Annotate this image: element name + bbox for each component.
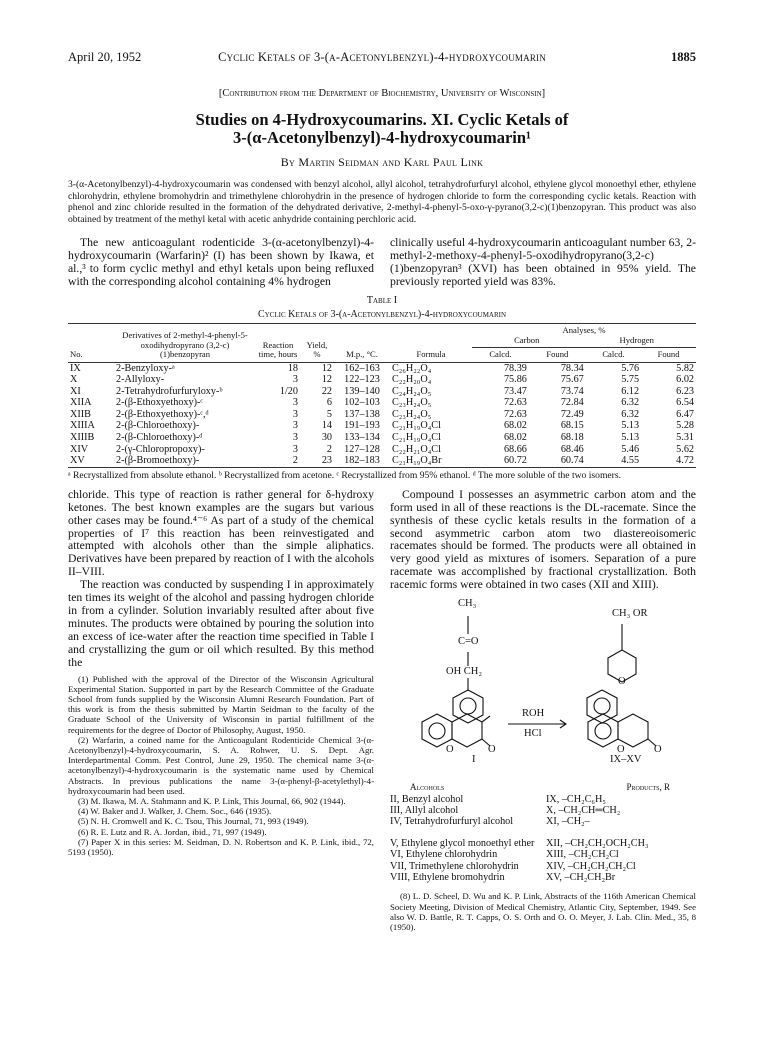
- table-row: [68, 386, 696, 398]
- legend-rows-bottom: [390, 838, 696, 884]
- legend-product: XV, –CH₂CH₂Br: [546, 871, 616, 883]
- cell-formula: C₂₃H₂₄O₅: [392, 397, 432, 409]
- cell-yield: 22: [321, 385, 332, 397]
- ketal-table: [68, 323, 696, 468]
- table-row: [68, 420, 696, 432]
- cell-h-found: 5.28: [676, 420, 694, 432]
- cell-derivative: 2-Benzyloxy-ᵃ: [116, 362, 175, 374]
- legend-header: [390, 782, 696, 793]
- cell-formula: C₂₂H₂₁O₄Cl: [392, 443, 441, 455]
- bond-oh: [482, 716, 490, 722]
- legend-alcohol: IV, Tetrahydrofurfuryl alcohol: [390, 816, 514, 828]
- cell-yield: 30: [321, 432, 332, 444]
- cell-mp: 137–138: [344, 408, 380, 420]
- benzo-ring-i: [422, 714, 452, 747]
- cell-h-calcd: 5.13: [621, 420, 640, 432]
- th-element-group: [474, 336, 694, 346]
- cell-c-calcd: 75.86: [503, 374, 527, 386]
- th-analyses: [472, 324, 696, 348]
- cell-time: 3: [292, 397, 298, 409]
- benzo-ring-p: [588, 714, 618, 747]
- cell-derivative: 2-(β-Chloroethoxy)-: [116, 420, 200, 432]
- table-row: [68, 397, 696, 409]
- cell-no: IX: [70, 362, 81, 374]
- cell-h-found: 6.54: [676, 397, 694, 409]
- cell-mp: 122–123: [344, 374, 380, 386]
- cell-yield: 5: [326, 408, 332, 420]
- footnotes: [68, 674, 374, 858]
- th-h-found: Found: [641, 348, 696, 363]
- footnote-1: (1) Published with the approval of the Director of the Wisconsin Agricultural Experimental Station. Supported in part by the Research Committee of the Graduate School from funds supplied by the Wisconsin Alumni Research Foundation. Part of this work is from the thesis submitted by Martin Seidman to the faculty of the Graduate School of the University of Wisconsin in partial fulfillment of the requirements for the degree of Doctor of Philosophy, August, 1950.: [68, 673, 374, 735]
- cell-c-calcd: 78.39: [503, 362, 527, 374]
- table-body: [68, 362, 696, 467]
- legend-row: [390, 794, 696, 805]
- cell-time: 3: [292, 432, 298, 444]
- cell-c-found: 68.18: [560, 432, 584, 444]
- body-right: [390, 489, 696, 932]
- benzo-aromatic-i: [429, 723, 445, 739]
- table-row: [68, 432, 696, 444]
- cell-formula: C₂₁H₁₉O₄Cl: [392, 432, 441, 444]
- legend-row: [390, 805, 696, 816]
- legend-row: [390, 816, 696, 827]
- body-right-p1: Compound I possesses an asymmetric carbon atom and the form used in all of these reactions is the DL-racemate. Since the synthesis of these cyclic ketals results in the formation of a second asymmetric carbon atom two diastereoisomeric racemates should be formed. The products were all obtained in very good yield as mixtures of isomers. Separation of a pure racemate was accomplished by fractional crystallization. Both racemic forms were obtained in two cases (XII and XIII).: [390, 487, 696, 592]
- footnote-5: (5) N. H. Cromwell and K. C. Tsou, This Journal, 71, 993 (1949).: [78, 816, 309, 827]
- cell-mp: 102–103: [344, 397, 380, 409]
- th-no: No.: [68, 324, 114, 363]
- th-carbon: Carbon: [514, 334, 540, 345]
- cell-time: 3: [292, 374, 298, 386]
- cell-c-found: 68.46: [560, 443, 584, 455]
- cell-c-calcd: 73.47: [503, 385, 527, 397]
- cell-h-found: 5.31: [676, 432, 694, 444]
- cell-c-calcd: 68.66: [503, 443, 527, 455]
- th-c-found: Found: [529, 348, 586, 363]
- running-header: [68, 50, 696, 68]
- legend-product: X, –CH₂CH═CH₂: [546, 804, 621, 816]
- cell-formula: C₂₆H₂₂O₄: [392, 362, 432, 374]
- cell-mp: 191–193: [344, 420, 380, 432]
- pyranone-ring-i: [452, 714, 482, 747]
- scheme-o-5: O: [618, 676, 626, 688]
- footnote-4: (4) W. Baker and J. Walker, J. Chem. Soc., 646 (1935).: [78, 806, 272, 817]
- th-mp: M.p., °C.: [334, 324, 390, 363]
- cell-mp: 133–134: [344, 432, 380, 444]
- cell-c-found: 60.74: [529, 455, 586, 467]
- legend-rows-top: [390, 794, 696, 828]
- legend-alcohol: II, Benzyl alcohol: [390, 793, 464, 805]
- legend-product: XIV, –CH₂CH₂CH₂Cl: [546, 860, 636, 872]
- title-line-2: 3-(α-Acetonylbenzyl)-4-hydroxycoumarin¹: [233, 128, 531, 147]
- legend-row: [390, 872, 696, 883]
- cell-yield: 12: [321, 374, 332, 386]
- cell-c-found: 78.34: [560, 362, 584, 374]
- header-date: April 20, 1952: [68, 50, 142, 64]
- intro-right-text: clinically useful 4-hydroxycoumarin anticoagulant number 63, 2-methyl-2-methoxy-4-phenyl-5-oxodihydropyrano(3,2-c)(1)benzopyran³ (XVI) has been obtained in 95% yield. The previously reported yield was 83%.: [390, 236, 696, 289]
- cell-derivative: 2-(β-Ethoxyethoxy)-ᶜ: [116, 397, 204, 409]
- footnote-3: (3) M. Ikawa, M. A. Stahmann and K. P. Link, This Journal, 66, 902 (1944).: [78, 795, 346, 806]
- body-left-p2: The reaction was conducted by suspending I in approximately ten times its weight of the alcohol and passing hydrogen chloride in from a cylinder. Solution invariably resulted after about five minutes. The products were obtained by pouring the solution into an excess of ice-water after the reaction time specified in Table I and crystallizing the gum or oil which resulted. By this method the: [68, 578, 374, 669]
- legend-products-header: Products, R: [626, 782, 670, 793]
- legend-alcohol: VI, Ethylene chlorohydrin: [390, 849, 498, 861]
- cell-derivative: 2-Tetrahydrofurfuryloxy-ᵇ: [116, 385, 223, 397]
- th-c-calcd: Calcd.: [472, 348, 529, 363]
- th-derivatives: Derivatives of 2-methyl-4-phenyl-5-oxodihydropyrano (3,2-c)(1)benzopyran: [114, 324, 256, 363]
- cell-yield: 6: [326, 397, 332, 409]
- scheme-o-2: O: [488, 744, 496, 756]
- cell-time: 3: [292, 420, 298, 432]
- th-formula: Formula: [390, 324, 472, 363]
- scheme-roh: ROH: [522, 708, 545, 720]
- cell-time: 3: [292, 443, 298, 455]
- scheme-ohch2: OH CH₂: [446, 666, 483, 678]
- cell-time: 3: [292, 408, 298, 420]
- cell-no: XIIIB: [70, 432, 95, 444]
- scheme-hcl: HCl: [524, 728, 542, 740]
- cell-derivative: 2-(β-Ethoxyethoxy)-ᶜ,ᵈ: [116, 408, 209, 420]
- cell-h-found: 6.47: [676, 408, 694, 420]
- cell-yield: 14: [321, 420, 332, 432]
- page: [68, 50, 696, 932]
- legend-product: XI, –CH₂–: [546, 816, 590, 828]
- legend-product: IX, –CH₂C₆H₅: [546, 793, 606, 805]
- cell-c-calcd: 68.02: [503, 432, 527, 444]
- legend-row: [390, 838, 696, 849]
- cell-derivative: 2-(β-Bromoethoxy)-: [114, 455, 256, 467]
- scheme-o-1: O: [446, 744, 454, 756]
- cell-yield: 2: [326, 443, 332, 455]
- table-row: [68, 455, 696, 467]
- intro-columns: [68, 237, 696, 289]
- cell-c-found: 68.15: [560, 420, 584, 432]
- benzo-aromatic-p: [595, 723, 611, 739]
- scheme-structures: [390, 594, 696, 780]
- th-time: Reaction time, hours: [256, 324, 300, 363]
- contribution-line: [Contribution from the Department of Biochemistry, University of Wisconsin]: [218, 88, 546, 99]
- cell-yield: 23: [300, 455, 334, 467]
- intro-left: [68, 237, 374, 289]
- cell-yield: 12: [321, 362, 332, 374]
- cell-time: 2: [256, 455, 300, 467]
- cell-time: 18: [287, 362, 298, 374]
- cell-formula: C₂₁H₁₉O₄Br: [390, 455, 472, 467]
- legend-alcohols-header: Alcohols: [410, 782, 445, 793]
- legend-alcohol: V, Ethylene glycol monoethyl ether: [390, 837, 535, 849]
- title-line-1: Studies on 4-Hydroxycoumarins. XI. Cyclic Ketals of: [195, 110, 569, 129]
- cell-derivative: 2-(γ-Chloropropoxy)-: [116, 443, 205, 455]
- cell-c-calcd: 60.72: [472, 455, 529, 467]
- table-row: [68, 409, 696, 421]
- cell-h-calcd: 6.32: [621, 397, 640, 409]
- cell-formula: C₂₂H₂₀O₄: [392, 374, 432, 386]
- cell-c-calcd: 72.63: [503, 397, 527, 409]
- table-row: [68, 362, 696, 374]
- cell-h-calcd: 6.12: [621, 385, 640, 397]
- cell-formula: C₂₄H₂₄O₅: [392, 385, 432, 397]
- cell-derivative: 2-Allyloxy-: [116, 374, 165, 386]
- intro-right: [390, 237, 696, 289]
- scheme-ch3: CH₃: [458, 598, 477, 610]
- scheme-ch3or: CH₃ OR: [612, 608, 648, 620]
- table-row: [68, 444, 696, 456]
- table-footnote: ᵃ Recrystallized from absolute ethanol. ᵇ Recrystallized from acetone. ᶜ Recrystallized from 95% ethanol. ᵈ The more soluble of the two isomers.: [68, 469, 621, 481]
- cell-no: XI: [70, 385, 81, 397]
- cell-c-found: 73.74: [560, 385, 584, 397]
- cell-formula: C₂₁H₁₉O₄Cl: [392, 420, 441, 432]
- article-title: [68, 111, 696, 147]
- legend-product: XII, –CH₂CH₂OCH₂CH₃: [546, 837, 649, 849]
- footnote-6: (6) R. E. Lutz and R. A. Jordan, ibid., 71, 997 (1949).: [78, 826, 267, 837]
- legend-product: XIII, –CH₂CH₂Cl: [546, 849, 619, 861]
- intro-left-text: The new anticoagulant rodenticide 3-(α-acetonylbenzyl)-4-hydroxycoumarin (Warfarin)² (I) has been shown by Ikawa, et al.,³ to form cyclic methyl and ethyl ketals upon being refluxed with the corresponding alcohol containing 4% hydrogen: [68, 236, 374, 289]
- cell-h-found: 6.02: [676, 374, 694, 386]
- reaction-scheme: [390, 594, 696, 780]
- phenyl-ring-i: [453, 690, 483, 723]
- cell-no: X: [70, 374, 78, 386]
- authors: By Martin Seidman and Karl Paul Link: [280, 155, 484, 169]
- body-columns: [68, 489, 696, 932]
- cell-h-calcd: 5.13: [621, 432, 640, 444]
- cell-c-found: 72.49: [560, 408, 584, 420]
- table-caption: Table I: [366, 295, 398, 306]
- pyranone-ring-p: [618, 714, 648, 747]
- cell-no: XV: [68, 455, 114, 467]
- scheme-o-4: O: [654, 744, 662, 756]
- legend-row: [390, 849, 696, 860]
- legend-alcohol: VII, Trimethylene chlorohydrin: [390, 860, 519, 872]
- cell-no: XIV: [70, 443, 89, 455]
- scheme-co: C=O: [458, 636, 479, 648]
- phenyl-aromatic-i: [460, 698, 476, 714]
- cell-c-found: 75.67: [560, 374, 584, 386]
- table-subtitle: Cyclic Ketals of 3-(α-Acetonylbenzyl)-4-hydroxycoumarin: [257, 309, 507, 320]
- cell-mp: 182–183: [334, 455, 390, 467]
- cell-formula: C₂₃H₂₄O₅: [392, 408, 432, 420]
- cell-mp: 162–163: [344, 362, 380, 374]
- th-analyses-label: Analyses, %: [562, 325, 606, 335]
- scheme-o-3: O: [617, 744, 625, 756]
- cell-h-found: 5.62: [676, 443, 694, 455]
- cell-h-calcd: 5.76: [621, 362, 640, 374]
- cell-c-found: 72.84: [560, 397, 584, 409]
- footnote-7: (7) Paper X in this series: M. Seidman, D. N. Robertson and K. P. Link, ibid., 72, 5193 (1950).: [68, 836, 374, 857]
- alcohol-product-legend: [390, 782, 696, 883]
- cell-no: XIIIA: [70, 420, 95, 432]
- cell-c-calcd: 68.02: [503, 420, 527, 432]
- footnote-8: (8) L. D. Scheel, D. Wu and K. P. Link, Abstracts of the 116th American Chemical Society Meeting, Division of Medical Chemistry, Atlantic City, September, 1949. See also W. D. Battle, R. T. Capps, O. S. Orth and O. O. Meyer, J. Lab. Clin. Med., 35, 8 (1950).: [390, 891, 696, 932]
- cell-h-calcd: 5.75: [621, 374, 640, 386]
- header-running-title: Cyclic Ketals of 3-(α-Acetonylbenzyl)-4-hydroxycoumarin: [218, 50, 546, 64]
- cell-h-calcd: 4.55: [586, 455, 641, 467]
- header-page-number: 1885: [671, 50, 696, 64]
- phenyl-ring-p: [587, 690, 617, 723]
- cell-derivative: 2-(β-Chloroethoxy)-ᵈ: [116, 432, 203, 444]
- cell-c-calcd: 72.63: [503, 408, 527, 420]
- body-left: [68, 489, 374, 932]
- cell-time: 1/20: [279, 385, 298, 397]
- abstract: 3-(α-Acetonylbenzyl)-4-hydroxycoumarin was condensed with benzyl alcohol, allyl alcohol, tetrahydrofurfuryl alcohol, ethylene glycol monoethyl ether, ethylene chlorohydrin, ethylene bromohydrin and trimethylene chlorohydrin in the presence of hydrogen chloride to form the corresponding cyclic ketals. Reaction with phenol and zinc chloride resulted in the formation of the dehydrated derivative, 2-methyl-4-phenyl-5-oxo-γ-pyrano(3,2-c)(1)benzopyran. This product was also obtained by treatment of the methyl ketal with acetic anhydride containing perchloric acid.: [68, 179, 696, 225]
- cell-mp: 127–128: [344, 443, 380, 455]
- legend-alcohol: VIII, Ethylene bromohydrin: [390, 871, 505, 883]
- scheme-label-products: IX–XV: [610, 754, 642, 766]
- th-hydrogen: Hydrogen: [619, 334, 654, 345]
- legend-row: [390, 861, 696, 872]
- cell-h-calcd: 5.46: [621, 443, 640, 455]
- cell-no: XIIB: [70, 408, 91, 420]
- cell-h-calcd: 6.32: [621, 408, 640, 420]
- cell-mp: 139–140: [344, 385, 380, 397]
- legend-alcohol: III, Allyl alcohol: [390, 804, 459, 816]
- table-row: [68, 374, 696, 386]
- cell-h-found: 4.72: [641, 455, 696, 467]
- th-yield: Yield, %: [300, 324, 334, 363]
- phenyl-aromatic-p: [594, 698, 610, 714]
- body-left-p1: chloride. This type of reaction is rather general for δ-hydroxy ketones. The best known examples are the sugars but various other cases may be found.⁴⁻⁶ As part of a study of the chemical properties of I⁷ this reaction has been reinvestigated and attempted with alcohols other than the simple aliphatics. Derivatives have been prepared by reaction of I with the alcohols II–VIII.: [68, 487, 374, 579]
- cell-h-found: 6.23: [676, 385, 694, 397]
- footnote-2: (2) Warfarin, a coined name for the Anticoagulant Rodenticide Chemical 3-(α-Acetonylbenzyl)-4-hydroxycoumarin, S. A. Rohwer, U. S. Dept. Agr. Interdepartmental Comm. Pest Control, June 29, 1950. The chemical name 3-(α-acetonylbenzyl)-4-hydroxycoumarin is the systematic name used by Chemical Abstracts. In previous publications the name 3-(α-phenyl-β-acetylethyl)-4-hydroxycoumarin had been used.: [68, 734, 374, 796]
- th-h-calcd: Calcd.: [586, 348, 641, 363]
- cell-h-found: 5.82: [676, 362, 694, 374]
- cell-no: XIIA: [70, 397, 92, 409]
- scheme-label-i: I: [472, 754, 476, 766]
